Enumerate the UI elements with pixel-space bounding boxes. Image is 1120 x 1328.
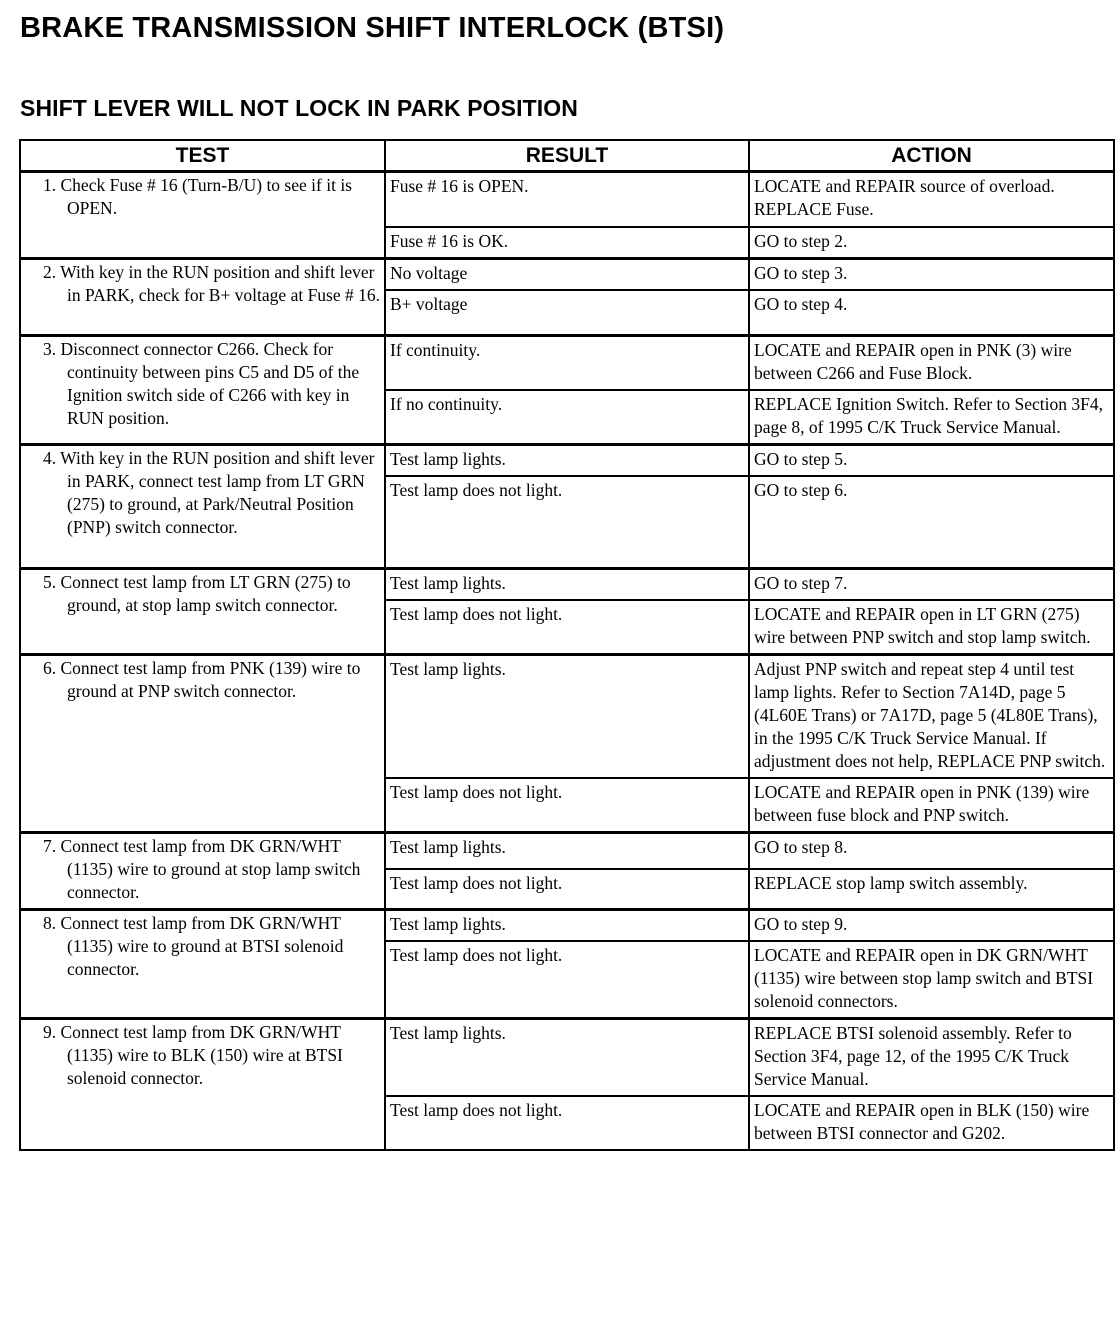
result-cell: Test lamp does not light. [385,476,749,569]
test-cell: 9. Connect test lamp from DK GRN/WHT (1135) wire to BLK (150) wire at BTSI solenoid connector. [20,1019,385,1151]
table-row [20,569,1114,601]
test-cell: 6. Connect test lamp from PNK (139) wire to ground at PNP switch connector. [20,655,385,833]
result-cell: Test lamp lights. [385,445,749,477]
action-cell: GO to step 9. [749,910,1114,942]
result-cell: Test lamp does not light. [385,1096,749,1150]
result-cell: Fuse # 16 is OK. [385,227,749,259]
action-cell: LOCATE and REPAIR open in PNK (3) wire between C266 and Fuse Block. [749,336,1114,391]
page-title: BRAKE TRANSMISSION SHIFT INTERLOCK (BTSI) [20,12,725,44]
action-cell: GO to step 6. [749,476,1114,569]
test-cell: 8. Connect test lamp from DK GRN/WHT (1135) wire to ground at BTSI solenoid connector. [20,910,385,1019]
table-row [20,259,1114,291]
test-cell: 2. With key in the RUN position and shift lever in PARK, check for B+ voltage at Fuse # 16. [20,259,385,336]
result-cell: Test lamp lights. [385,833,749,870]
test-cell: 1. Check Fuse # 16 (Turn-B/U) to see if it is OPEN. [20,172,385,259]
table-row [20,833,1114,870]
action-cell: LOCATE and REPAIR open in LT GRN (275) wire between PNP switch and stop lamp switch. [749,600,1114,655]
action-cell: REPLACE Ignition Switch. Refer to Section 3F4, page 8, of 1995 C/K Truck Service Manual. [749,390,1114,445]
column-header-result: RESULT [385,140,749,172]
diagnostic-table [19,139,1115,1151]
table-row [20,336,1114,391]
action-cell: GO to step 8. [749,833,1114,870]
result-cell: Test lamp does not light. [385,600,749,655]
action-cell: GO to step 3. [749,259,1114,291]
result-cell: Test lamp does not light. [385,941,749,1019]
action-cell: GO to step 5. [749,445,1114,477]
result-cell: No voltage [385,259,749,291]
action-cell: GO to step 7. [749,569,1114,601]
table-row [20,910,1114,942]
action-cell: REPLACE BTSI solenoid assembly. Refer to Section 3F4, page 12, of the 1995 C/K Truck Service Manual. [749,1019,1114,1097]
result-cell: Test lamp lights. [385,655,749,779]
column-header-action: ACTION [749,140,1114,172]
result-cell: B+ voltage [385,290,749,336]
action-cell: GO to step 2. [749,227,1114,259]
action-cell: LOCATE and REPAIR open in BLK (150) wire between BTSI connector and G202. [749,1096,1114,1150]
action-cell: REPLACE stop lamp switch assembly. [749,869,1114,910]
result-cell: If no continuity. [385,390,749,445]
table-row [20,1019,1114,1097]
table-header-row [20,140,1114,172]
result-cell: Test lamp lights. [385,910,749,942]
table-row [20,655,1114,779]
column-header-test: TEST [20,140,385,172]
result-cell: Fuse # 16 is OPEN. [385,172,749,228]
test-cell: 4. With key in the RUN position and shift lever in PARK, connect test lamp from LT GRN (275) to ground, at Park/Neutral Position (PNP) switch connector. [20,445,385,569]
test-cell: 5. Connect test lamp from LT GRN (275) to ground, at stop lamp switch connector. [20,569,385,655]
result-cell: Test lamp lights. [385,569,749,601]
test-cell: 7. Connect test lamp from DK GRN/WHT (1135) wire to ground at stop lamp switch connector. [20,833,385,910]
result-cell: Test lamp does not light. [385,778,749,833]
action-cell: GO to step 4. [749,290,1114,336]
result-cell: If continuity. [385,336,749,391]
action-cell: Adjust PNP switch and repeat step 4 until test lamp lights. Refer to Section 7A14D, page 5 (4L60E Trans) or 7A17D, page 5 (4L80E Trans), in the 1995 C/K Truck Service Manual. If adjustment does not help, REPLACE PNP switch. [749,655,1114,779]
action-cell: LOCATE and REPAIR open in DK GRN/WHT (1135) wire between stop lamp switch and BTSI solenoid connectors. [749,941,1114,1019]
section-title: SHIFT LEVER WILL NOT LOCK IN PARK POSITION [20,95,578,121]
table-row [20,172,1114,228]
action-cell: LOCATE and REPAIR source of overload. REPLACE Fuse. [749,172,1114,228]
result-cell: Test lamp does not light. [385,869,749,910]
table-row [20,445,1114,477]
test-cell: 3. Disconnect connector C266. Check for continuity between pins C5 and D5 of the Ignition switch side of C266 with key in RUN position. [20,336,385,445]
result-cell: Test lamp lights. [385,1019,749,1097]
action-cell: LOCATE and REPAIR open in PNK (139) wire between fuse block and PNP switch. [749,778,1114,833]
